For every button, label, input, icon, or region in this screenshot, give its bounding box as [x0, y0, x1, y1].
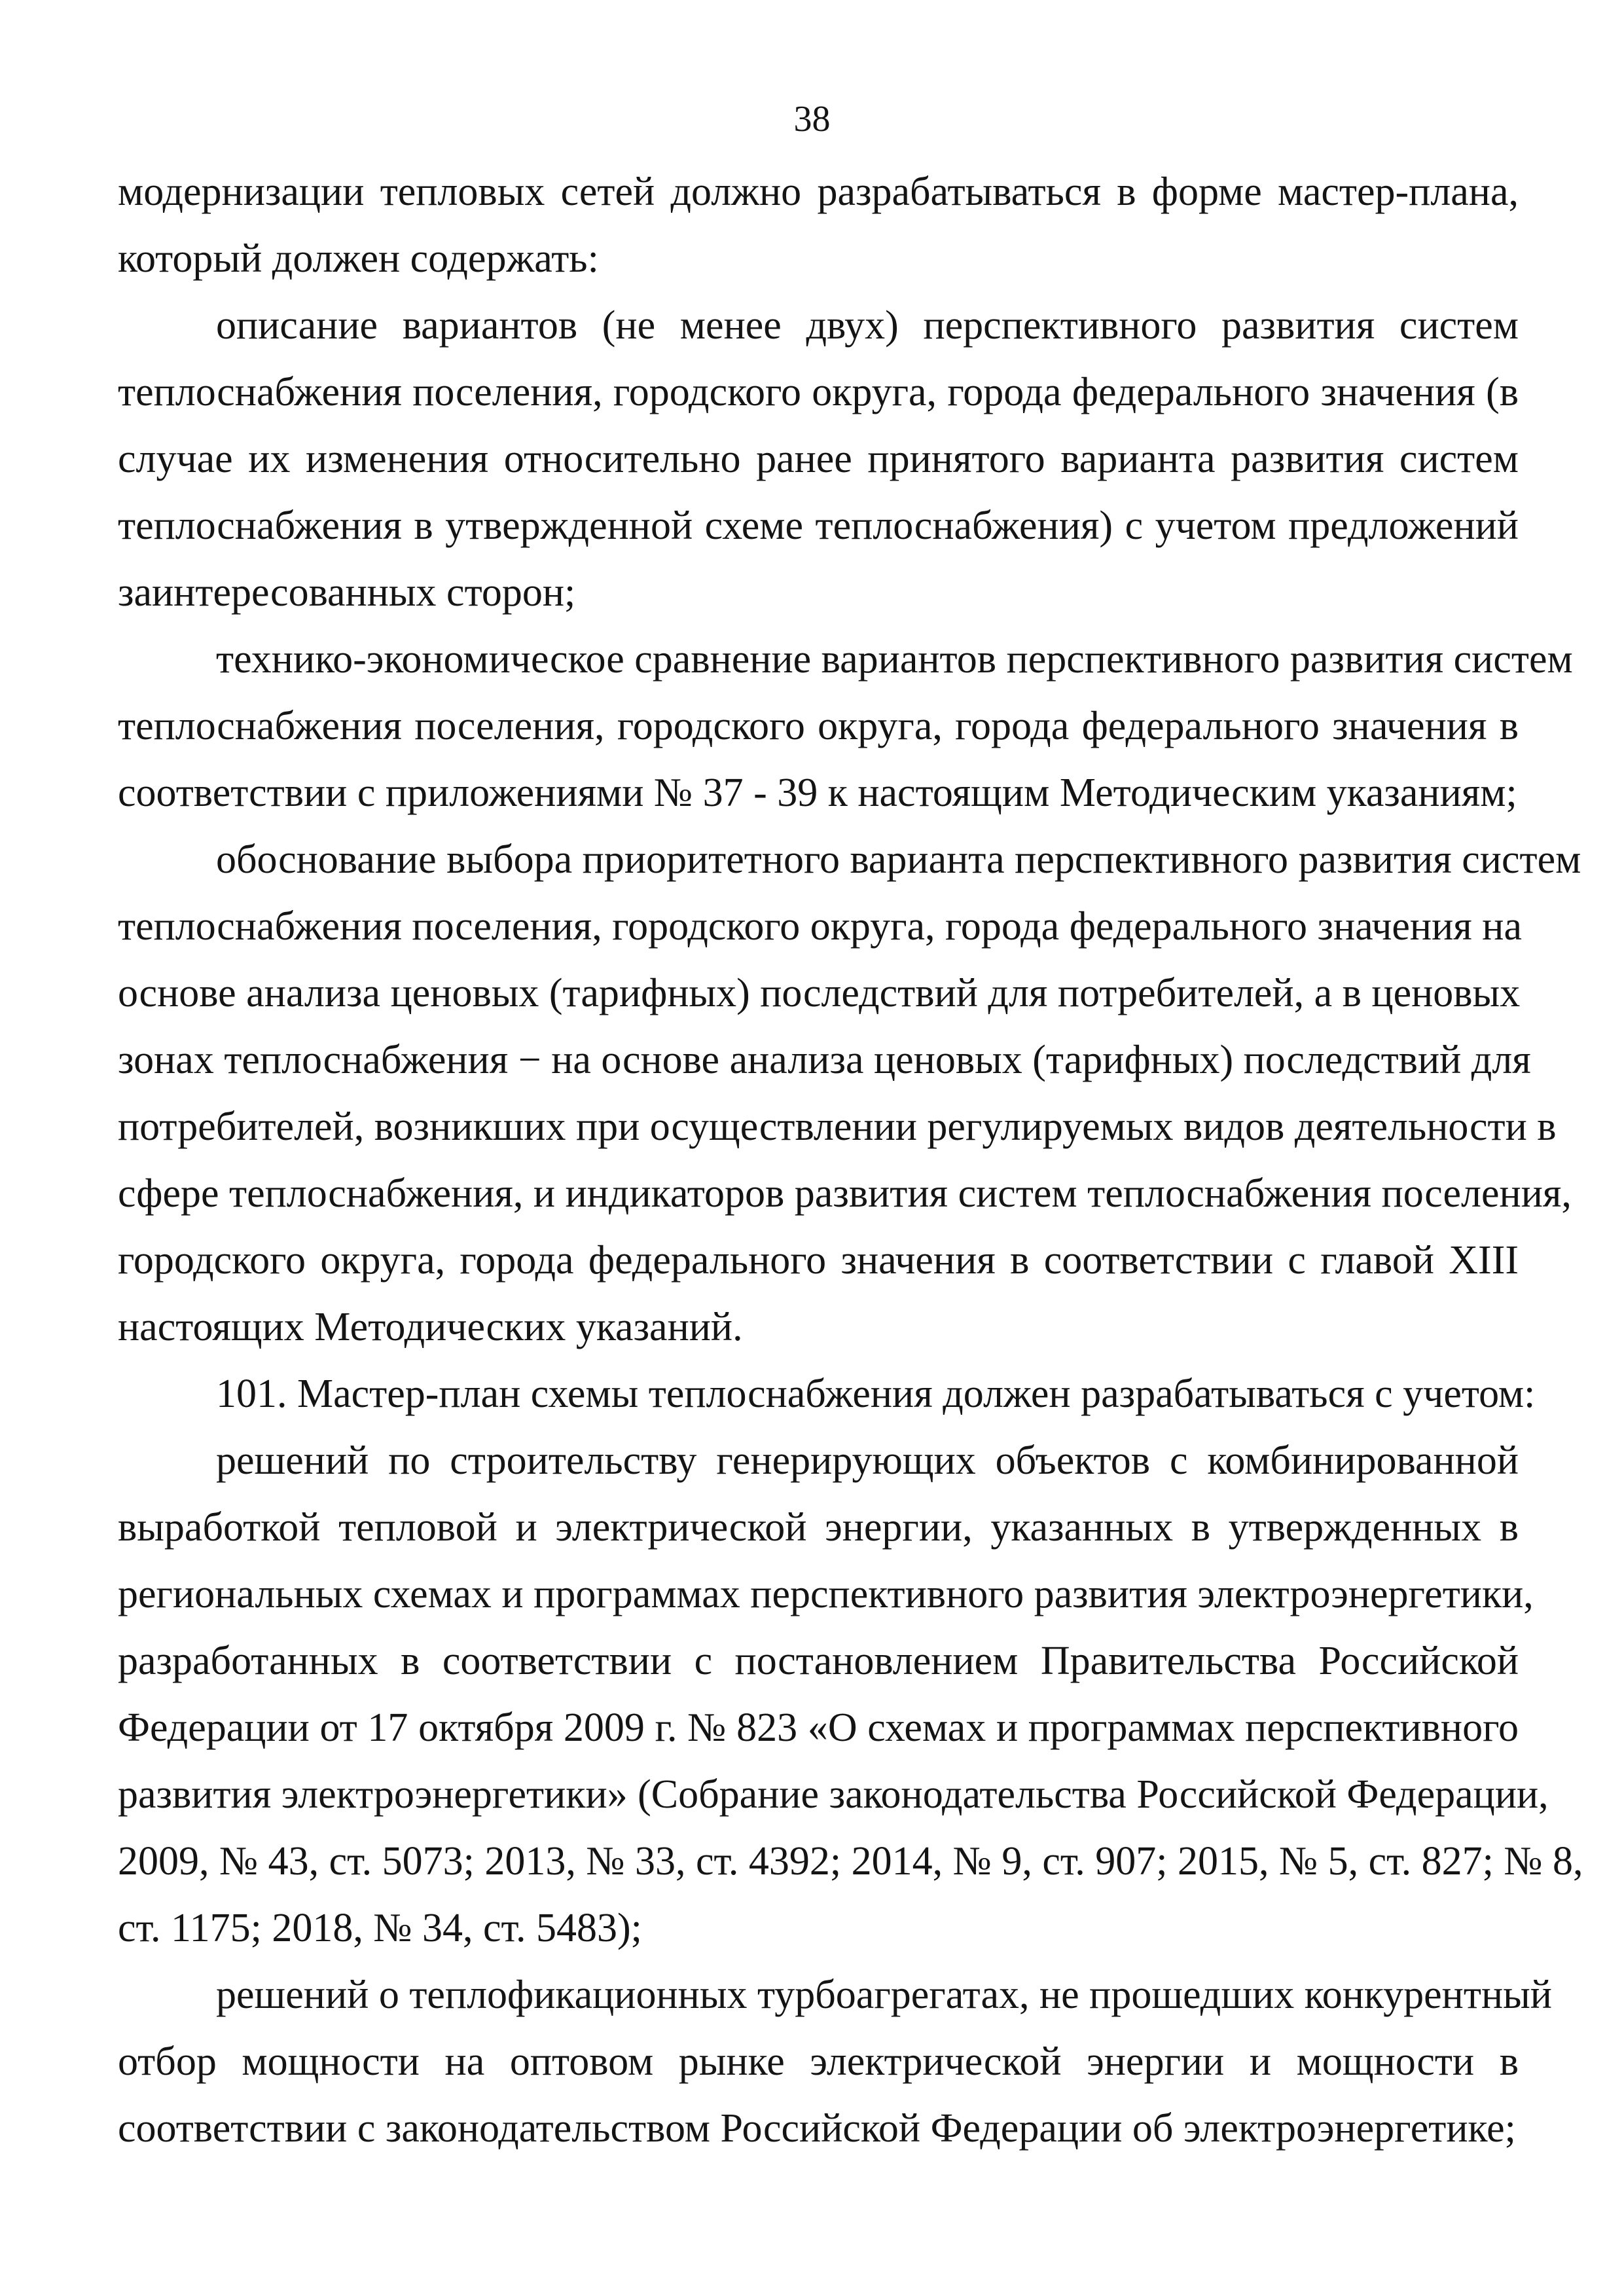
text-line: решений о теплофикационных турбоагрегатах, не прошедших конкурентный: [216, 1973, 1552, 2017]
text-line: городского округа, города федерального значения в соответствии с главой XIII: [118, 1238, 1519, 1283]
text-line: соответствии с приложениями № 37 - 39 к настоящим Методическим указаниям;: [118, 771, 1517, 815]
text-line: случае их изменения относительно ранее принятого варианта развития систем: [118, 437, 1519, 481]
text-line: который должен содержать:: [118, 236, 599, 281]
text-line: теплоснабжения в утвержденной схеме теплоснабжения) с учетом предложений: [118, 503, 1519, 548]
text-line: заинтересованных сторон;: [118, 570, 576, 615]
text-line: описание вариантов (не менее двух) перспективного развития систем: [216, 303, 1519, 348]
text-line: потребителей, возникших при осуществлении регулируемых видов деятельности в: [118, 1104, 1557, 1149]
text-line: теплоснабжения поселения, городского округа, города федерального значения в: [118, 704, 1519, 748]
document-body: [118, 158, 1583, 2162]
text-line: зонах теплоснабжения − на основе анализа ценовых (тарифных) последствий для: [118, 1038, 1531, 1082]
page-number: 38: [793, 99, 831, 139]
text-line: сфере теплоснабжения, и индикаторов развития систем теплоснабжения поселения,: [118, 1171, 1572, 1216]
text-line: Федерации от 17 октября 2009 г. № 823 «О схемах и программах перспективного: [118, 1705, 1519, 1750]
text-line: развития электроэнергетики» (Собрание законодательства Российской Федерации,: [118, 1772, 1549, 1817]
text-line: обоснование выбора приоритетного варианта перспективного развития систем: [216, 837, 1581, 882]
text-line: выработкой тепловой и электрической энергии, указанных в утвержденных в: [118, 1505, 1519, 1550]
text-line: ст. 1175; 2018, № 34, ст. 5483);: [118, 1906, 642, 1950]
text-line: теплоснабжения поселения, городского округа, города федерального значения (в: [118, 370, 1519, 414]
text-line: соответствии с законодательством Российской Федерации об электроэнергетике;: [118, 2106, 1516, 2151]
text-line: основе анализа ценовых (тарифных) последствий для потребителей, а в ценовых: [118, 971, 1521, 1015]
text-line: 101. Мастер-план схемы теплоснабжения должен разрабатываться с учетом:: [216, 1372, 1536, 1416]
text-line: теплоснабжения поселения, городского округа, города федерального значения на: [118, 904, 1522, 949]
text-line: решений по строительству генерирующих объектов с комбинированной: [216, 1438, 1519, 1483]
text-line: отбор мощности на оптовом рынке электрической энергии и мощности в: [118, 2039, 1519, 2084]
text-line: 2009, № 43, ст. 5073; 2013, № 33, ст. 4392; 2014, № 9, ст. 907; 2015, № 5, ст. 827; № 8,: [118, 1839, 1583, 1884]
text-line: разработанных в соответствии с постановлением Правительства Российской: [118, 1639, 1519, 1683]
text-line: модернизации тепловых сетей должно разрабатываться в форме мастер-плана,: [118, 170, 1519, 214]
text-line: региональных схемах и программах перспективного развития электроэнергетики,: [118, 1572, 1534, 1616]
text-line: настоящих Методических указаний.: [118, 1305, 743, 1349]
text-line: технико-экономическое сравнение вариантов перспективного развития систем: [216, 637, 1573, 682]
